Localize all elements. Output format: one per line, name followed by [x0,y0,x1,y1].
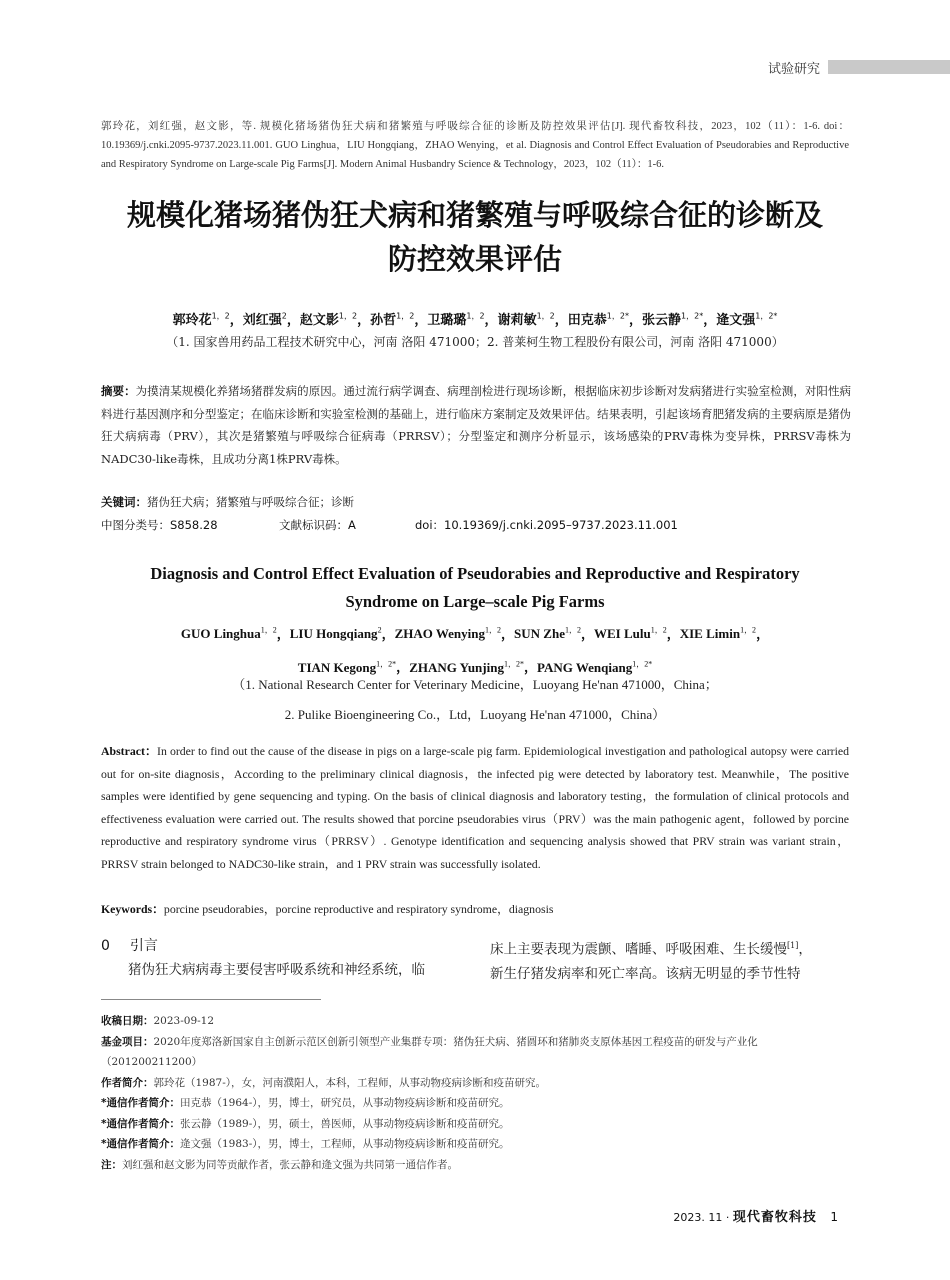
classification-line [101,517,851,533]
citation-block: 郭玲花，刘红强，赵文影，等. 规模化猪场猪伪狂犬病和猪繁殖与呼吸综合征的诊断及防控效果评估[J]. 现代畜牧科技，2023，102（11）：1-6. doi：10.19369/j.cnki.2095-9737.2023.11.001. GUO Linghua，LIU Hongqiang，ZHAO Wenying，et al. Diagnosis and Control Effect Evaluation of Pseudorabies and Reproductive and Respiratory Syndrome on Large-scale Pig Farms[J]. Modern Animal Husbandry Science & Technology，2023，102（11）：1-6. [101,121,849,170]
author-name: ZHANG Yunjing [409,659,504,675]
footer-journal-name: 现代畜牧科技 [732,1210,817,1225]
section-title: 引言 [129,938,158,954]
author-en [181,626,277,641]
author-cn [173,313,230,328]
keywords-cn-text: 猪伪狂犬病；猪繁殖与呼吸综合征；诊断 [147,495,354,509]
note-text: 刘红强和赵文影为同等贡献作者，张云静和逄文强为共同第一通信作者。 [122,1158,458,1171]
author-affil-sup: 1，2 [740,626,757,635]
authors-en-line2: TIAN Kegong$^{1,2*}$，ZHANG Yunjing$^{1,2*}$，PANG Wenqiang$^{1,2*}$ [297,659,653,675]
author-affil-sup: 1，2 [211,311,230,321]
author-name: 田克恭 [567,313,607,328]
note-received [101,1011,851,1032]
author-name: PANG Wenqiang [536,659,633,675]
author-name: 卫璐璐 [427,313,467,328]
author-affil-sup: 1，2 [564,626,581,635]
author-en [290,626,382,641]
author-name: 谢莉敏 [497,313,537,328]
note-text: 2023-09-12 [153,1015,215,1027]
author-name: 逄文强 [716,313,756,328]
section-number: 0 [101,938,110,954]
author-affil-sup: 1，2* [503,659,524,669]
note-text: 张云静（1989-），男，硕士，兽医师，从事动物疫病诊断和疫苗研究。 [180,1117,510,1130]
author-affil-sup: 1，2 [338,311,358,321]
author-affil-sup: 2 [281,311,287,321]
affil-en-line1: （1. National Research Center for Veterinary Medicine，Luoyang He'nan 471000，China； [232,677,718,692]
author-cn [716,313,777,328]
author-affil-sup: 1，2* [632,659,653,669]
author-name: ZHAO Wenying [394,626,486,642]
author-name: SUN Zhe [514,626,565,642]
author-cn [370,313,414,328]
section-heading [101,934,461,958]
note-equal-contribution [101,1155,851,1176]
title-en-line2: Syndrome on Large–scale Pig Farms [345,592,605,611]
footnote-divider [101,999,321,1000]
author-affil-sup: 2 [377,626,382,635]
author-cn [427,313,484,328]
intro-left-column [101,934,461,982]
authors-en-line1: GUO Linghua$^{1,2}$，LIU Hongqiang$^2$，ZHAO Wenying$^{1,2}$，SUN Zhe$^{1,2}$，WEI Lulu$^{1,2}$，XIE Limin$^{1,2}$， [180,626,770,642]
author-affil-sup: 1，2* [755,311,778,321]
author-en [514,626,581,641]
author-affil-sup: 1，2 [536,311,555,321]
footer-issue: 2023. 11 · [673,1211,730,1224]
clc-number: 中图分类号：S858.28 [101,518,218,532]
note-label: *通信作者简介： [101,1117,180,1130]
note-label: 收稿日期： [101,1015,154,1027]
reference-citation: [1] [787,941,799,950]
author-affil-sup: 1，2 [466,311,485,321]
abstract-chinese [101,380,851,470]
title-english [90,560,860,616]
note-text: 田克恭（1964-），男，博士，研究员，从事动物疫病诊断和疫苗研究。 [180,1097,510,1109]
title-cn-line2: 防控效果评估 [387,242,562,276]
author-name: XIE Limin [679,626,741,642]
intro-paragraph: 猪伪狂犬病病毒主要侵害呼吸系统和神经系统，临 [128,962,425,978]
document-code: 文献标识码：A [279,518,356,532]
author-name: 刘红强 [242,313,282,328]
note-label: 注： [101,1158,122,1171]
author-name: LIU Hongqiang [289,626,378,642]
title-en-line1: Diagnosis and Control Effect Evaluation of Pseudorabies and Reproductive and Respiratory [150,564,800,583]
intro-punct: ， [798,941,812,958]
author-en [395,626,501,641]
title-cn-line1: 规模化猪场猪伪狂犬病和猪繁殖与呼吸综合征的诊断及 [126,198,823,232]
affiliation-chinese: （1. 国家兽用药品工程技术研究中心，河南 洛阳 471000；2. 普莱柯生物工程股份有限公司，河南 洛阳 471000） [166,335,784,349]
author-name: TIAN Kegong [297,659,377,675]
note-text: 2020年度郑洛新国家自主创新示范区创新引领型产业集群专项：猪伪狂犬病、猪圆环和猪肺炎支原体基因工程疫苗的研发与产业化（201200211200） [101,1035,758,1068]
note-label: *通信作者简介： [101,1097,180,1109]
section-label: 试验研究 [768,61,821,77]
affil-en-line2: 2. Pulike Bioengineering Co.，Ltd，Luoyang He'nan 471000，China） [284,707,666,722]
author-affil-sup: 1，2 [485,626,502,635]
keywords-en-text: porcine pseudorabies，porcine reproductive and respiratory syndrome，diagnosis [163,902,554,916]
keywords-chinese [101,494,851,510]
author-cn [568,313,629,328]
intro-right-line1 [490,934,850,962]
author-en [594,626,667,641]
abstract-cn-text: 为摸清某规模化养猪场猪群发病的原因。通过流行病学调查、病理剖检进行现场诊断，根据临床初步诊断对发病猪进行实验室检测，对阳性病料进行基因测序和分型鉴定；在临床诊断和实验室检测的基础上，进行临床方案制定及效果评估。结果表明，引起该场育肥猪发病的主要病原是猪伪狂犬病病毒（PRV），其次是猪繁殖与呼吸综合征病毒（PRRSV）；分型鉴定和测序分析显示，该场感染的PRV毒株为变异株，PRRSV毒株为NADC30-like毒株，且成功分离1株PRV毒株。 [101,384,852,466]
keywords-cn-label: 关键词： [101,495,147,509]
author-name: GUO Linghua [180,626,261,642]
author-cn [300,313,357,328]
author-cn [498,313,555,328]
author-affil-sup: 1，2* [606,311,629,321]
abstract-en-label: Abstract： [101,744,158,758]
note-corresponding-2 [101,1114,851,1135]
author-name: WEI Lulu [593,626,651,642]
intro-right-line2: 新生仔猪发病率和死亡率高。该病无明显的季节性特 [490,965,801,982]
author-affil-sup: 1，2 [260,626,277,635]
author-affil-sup: 1，2 [396,311,415,321]
author-affil-sup: 1，2 [650,626,667,635]
intro-right-column [490,934,850,986]
doi: doi：10.19369/j.cnki.2095–9737.2023.11.001 [415,518,678,532]
page-footer [673,1206,838,1225]
keywords-en-label: Keywords： [101,902,164,916]
author-cn [243,313,287,328]
note-corresponding-1 [101,1093,851,1114]
author-en [680,626,756,641]
affiliation-english [90,670,860,730]
author-name: 孙哲 [370,313,397,328]
author-name: 郭玲花 [172,313,212,328]
note-label: 基金项目： [101,1035,154,1048]
author-name: 张云静 [642,313,682,328]
abstract-english [101,740,849,875]
note-fund [101,1032,851,1073]
authors-chinese: 郭玲花$^{1,2}$，刘红强$^2$，赵文影$^{1,2}$，孙哲$^{1,2}$，卫璐璐$^{1,2}$，谢莉敏$^{1,2}$，田克恭$^{1,2*}$，张云静$^{1,2*}$，逄文强$^{1,2*}$ [172,311,778,328]
section-bar [828,60,950,74]
author-affil-sup: 1，2* [376,659,397,669]
page-number: 1 [830,1210,838,1224]
note-corresponding-3 [101,1134,851,1155]
footnotes [101,1011,851,1175]
author-cn [642,313,703,328]
author-name: 赵文影 [299,313,339,328]
section-header [768,58,950,77]
title-chinese [80,193,870,281]
note-text: 逄文强（1983-），男，博士，工程师，从事动物疫病诊断和疫苗研究。 [180,1138,510,1150]
note-label: *通信作者简介： [101,1138,180,1150]
intro-text: 床上主要表现为震颤、嗜睡、呼吸困难、生长缓慢 [490,941,787,958]
note-text: 郭玲花（1987-），女，河南濮阳人，本科，工程师，从事动物疫病诊断和疫苗研究。 [153,1076,547,1089]
abstract-en-text: In order to find out the cause of the disease in pigs on a large-scale pig farm. Epidemiological investigation and pathological autopsy were carried out for on-site diagnosis，According to the preliminary clinical diagnosis，the infected pig were detected by laboratory test. Meanwhile，The positive samples were identified by gene sequencing and typing. On the basis of clinical diagnosis and laboratory testing，the formulation of clinical protocols and effectiveness evaluation were carried out. The results showed that porcine pseudorabies virus（PRV）was the main pathogenic agent，followed by porcine reproductive and respiratory syndrome virus（PRRSV）. Genotype identification and sequencing analysis showed that PRV strain was variant strain，PRRSV strain belonged to NADC30-like strain，and 1 PRV strain was successfully isolated. [101,744,849,871]
keywords-english [101,898,849,921]
abstract-cn-label: 摘要： [101,384,136,398]
note-author [101,1073,851,1094]
author-affil-sup: 1，2* [681,311,704,321]
note-label: 作者简介： [101,1076,154,1089]
